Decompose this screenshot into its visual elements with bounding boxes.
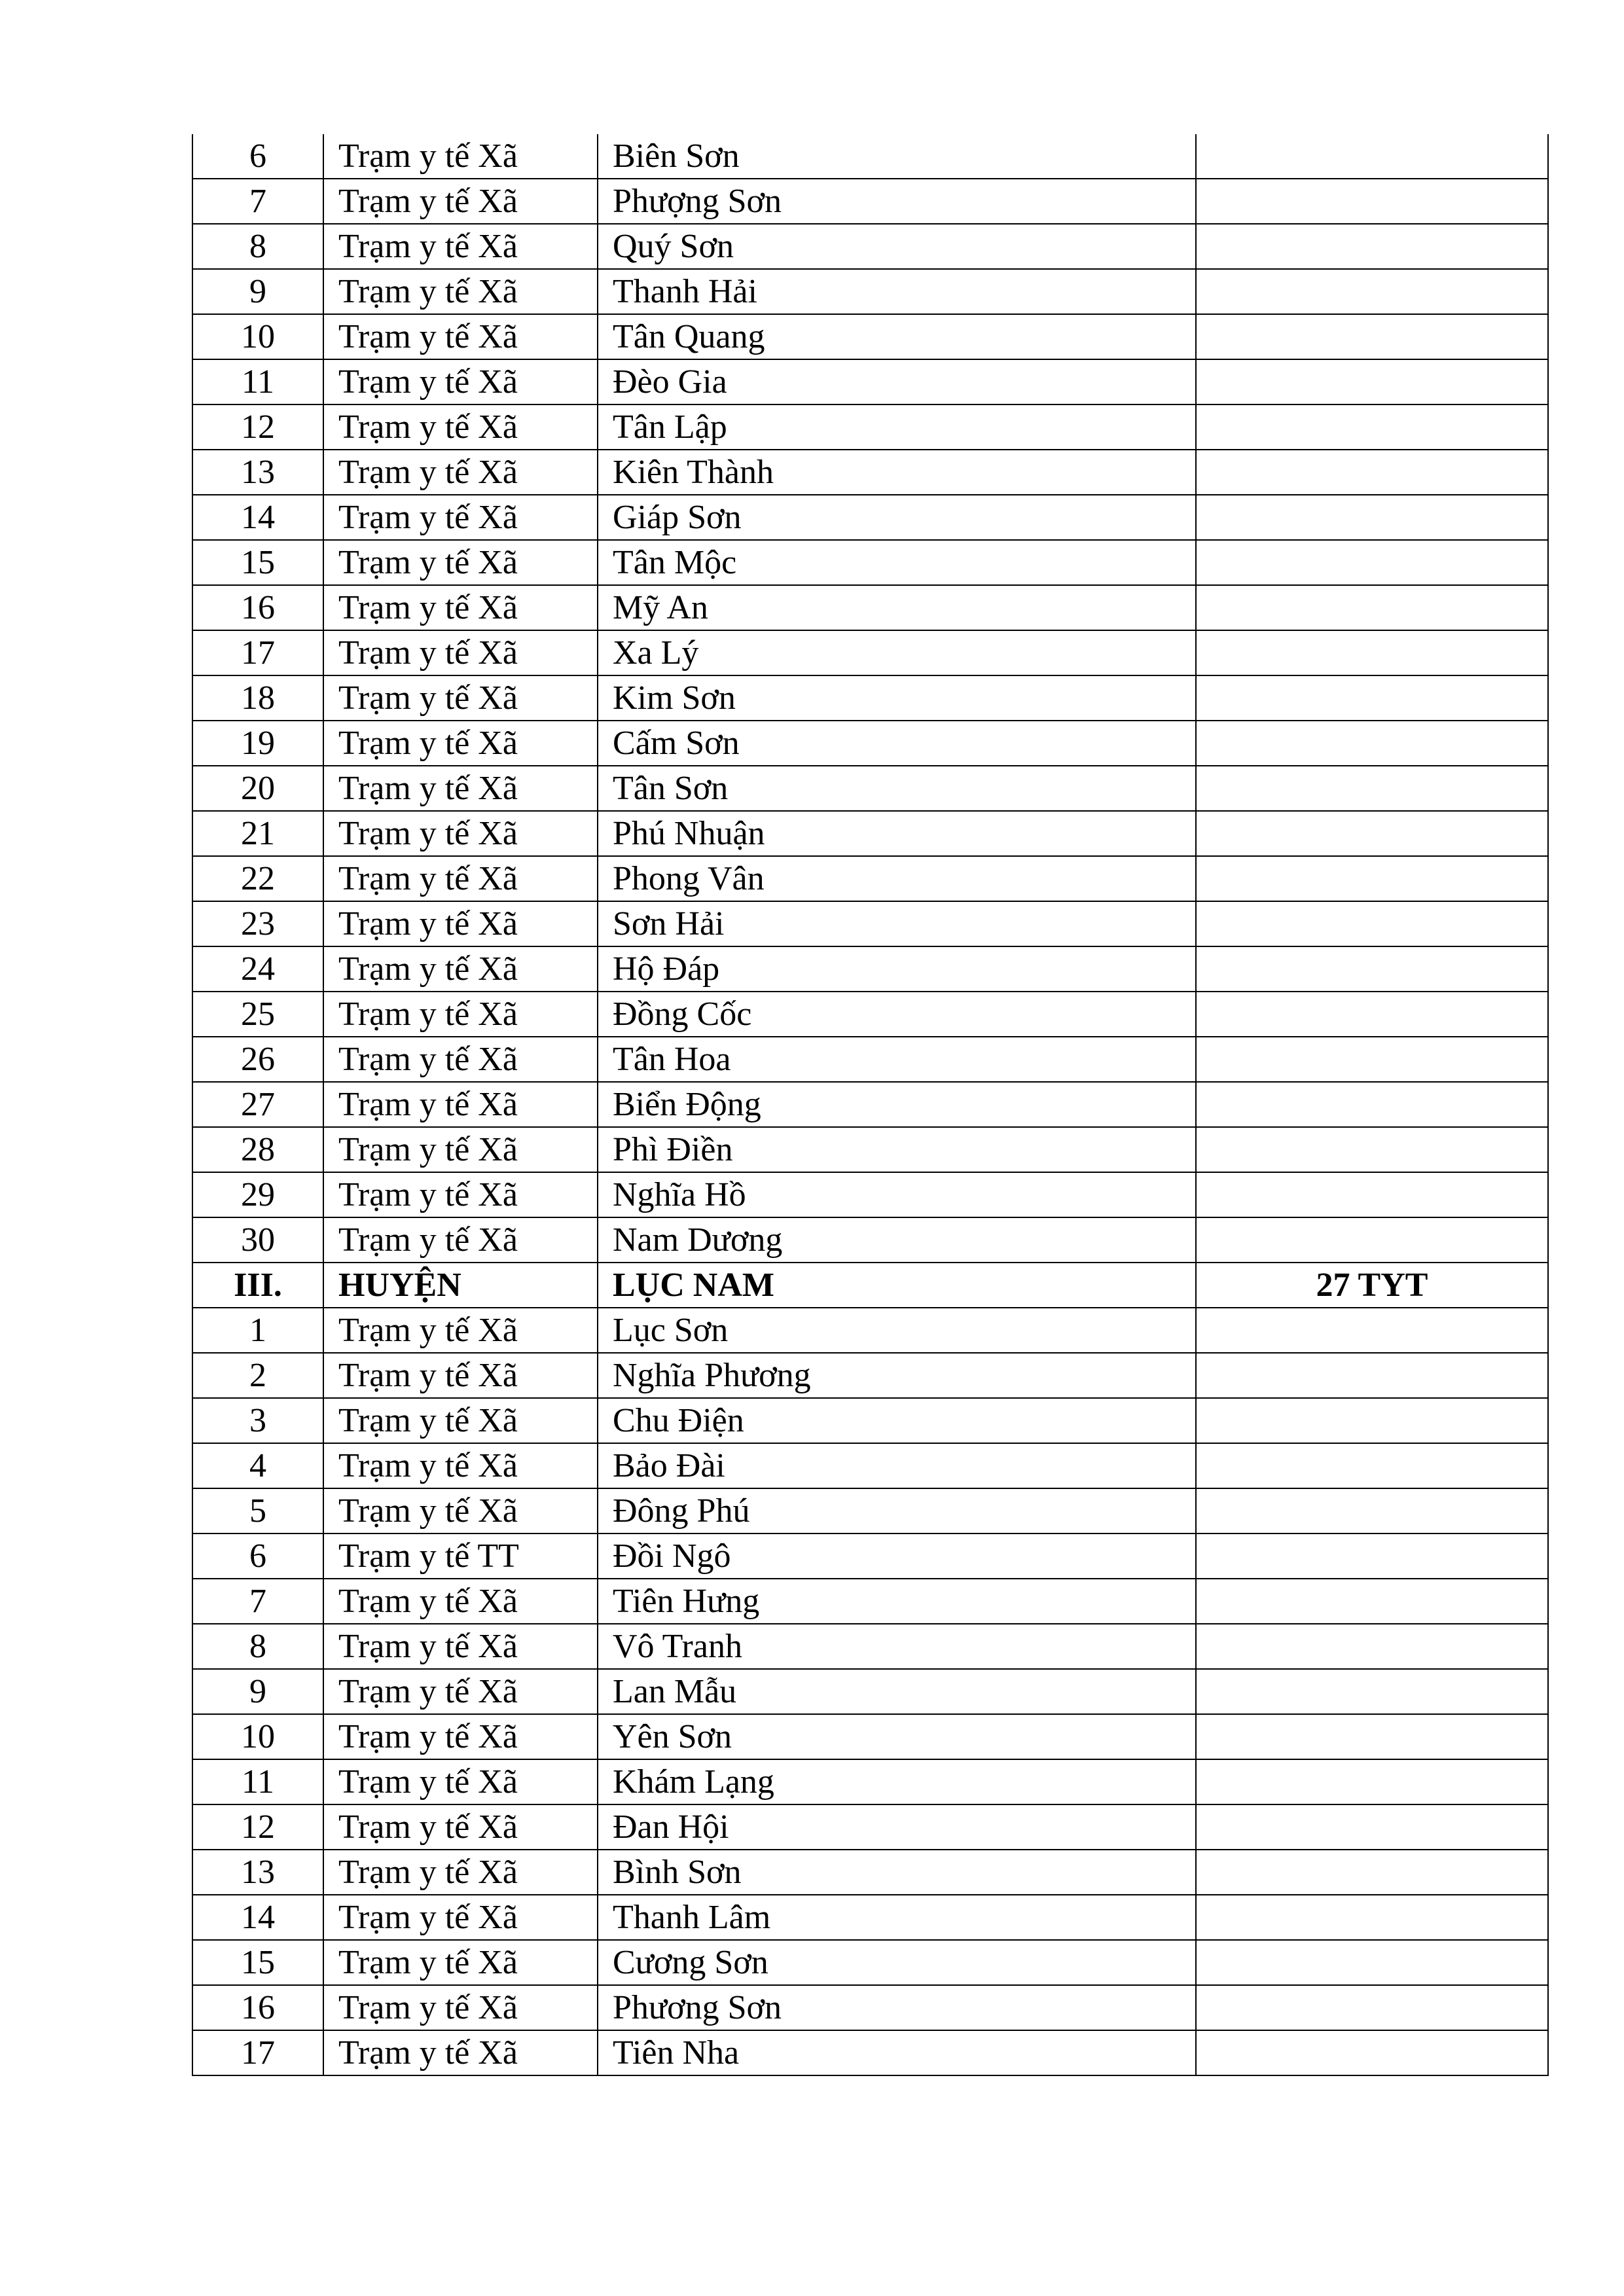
cell-note (1196, 2030, 1548, 2075)
cell-facility-type: Trạm y tế Xã (323, 1488, 598, 1534)
table-row (192, 1804, 1548, 1850)
cell-facility-type: Trạm y tế Xã (323, 134, 598, 179)
cell-facility-name: Bình Sơn (598, 1850, 1196, 1895)
cell-stt: 30 (192, 1217, 323, 1263)
cell-facility-name: Thanh Lâm (598, 1895, 1196, 1940)
table-row (192, 359, 1548, 404)
cell-facility-type: Trạm y tế Xã (323, 1398, 598, 1443)
table-row (192, 224, 1548, 269)
table-row (192, 946, 1548, 992)
cell-facility-name: Đèo Gia (598, 359, 1196, 404)
table-row (192, 1308, 1548, 1353)
cell-facility-type: Trạm y tế Xã (323, 992, 598, 1037)
cell-note (1196, 1714, 1548, 1759)
cell-facility-type: Trạm y tế Xã (323, 495, 598, 540)
cell-note (1196, 585, 1548, 630)
cell-facility-name: Lục Sơn (598, 1308, 1196, 1353)
table-row (192, 404, 1548, 450)
cell-note (1196, 1534, 1548, 1579)
cell-facility-type: Trạm y tế Xã (323, 1895, 598, 1940)
table-row (192, 1037, 1548, 1082)
cell-note (1196, 1308, 1548, 1353)
table-row (192, 1579, 1548, 1624)
cell-note (1196, 359, 1548, 404)
cell-facility-type: HUYỆN (323, 1263, 598, 1308)
cell-facility-type: Trạm y tế Xã (323, 856, 598, 901)
cell-facility-type: Trạm y tế TT (323, 1534, 598, 1579)
table-row (192, 1850, 1548, 1895)
cell-facility-name: Cấm Sơn (598, 721, 1196, 766)
cell-note (1196, 1353, 1548, 1398)
cell-note (1196, 224, 1548, 269)
cell-facility-type: Trạm y tế Xã (323, 1759, 598, 1804)
table-row (192, 675, 1548, 721)
table-row (192, 2030, 1548, 2075)
cell-facility-type: Trạm y tế Xã (323, 1172, 598, 1217)
cell-facility-name: Phương Sơn (598, 1985, 1196, 2030)
cell-facility-name: Đồi Ngô (598, 1534, 1196, 1579)
table-row (192, 540, 1548, 585)
cell-stt: 13 (192, 1850, 323, 1895)
cell-facility-name: Vô Tranh (598, 1624, 1196, 1669)
table-row (192, 314, 1548, 359)
cell-stt: III. (192, 1263, 323, 1308)
cell-facility-name: Thanh Hải (598, 269, 1196, 314)
cell-facility-name: Quý Sơn (598, 224, 1196, 269)
cell-facility-name: Mỹ An (598, 585, 1196, 630)
cell-facility-name: Giáp Sơn (598, 495, 1196, 540)
table-row (192, 721, 1548, 766)
cell-note (1196, 1940, 1548, 1985)
cell-note (1196, 404, 1548, 450)
cell-stt: 14 (192, 495, 323, 540)
table-row (192, 1443, 1548, 1488)
cell-stt: 19 (192, 721, 323, 766)
cell-facility-name: Phì Điền (598, 1127, 1196, 1172)
cell-facility-type: Trạm y tế Xã (323, 1579, 598, 1624)
cell-facility-type: Trạm y tế Xã (323, 1353, 598, 1398)
cell-stt: 9 (192, 269, 323, 314)
cell-facility-name: Kiên Thành (598, 450, 1196, 495)
cell-facility-name: Lan Mẫu (598, 1669, 1196, 1714)
cell-stt: 8 (192, 224, 323, 269)
cell-facility-name: Bảo Đài (598, 1443, 1196, 1488)
cell-stt: 8 (192, 1624, 323, 1669)
cell-note (1196, 134, 1548, 179)
cell-stt: 23 (192, 901, 323, 946)
table-row (192, 179, 1548, 224)
cell-stt: 21 (192, 811, 323, 856)
cell-facility-type: Trạm y tế Xã (323, 811, 598, 856)
cell-facility-name: Yên Sơn (598, 1714, 1196, 1759)
cell-facility-type: Trạm y tế Xã (323, 404, 598, 450)
cell-facility-type: Trạm y tế Xã (323, 269, 598, 314)
health-station-table (192, 134, 1549, 2076)
cell-facility-type: Trạm y tế Xã (323, 721, 598, 766)
cell-facility-name: Đan Hội (598, 1804, 1196, 1850)
cell-facility-name: Tân Lập (598, 404, 1196, 450)
cell-facility-name: Hộ Đáp (598, 946, 1196, 992)
cell-facility-type: Trạm y tế Xã (323, 450, 598, 495)
table-row (192, 1082, 1548, 1127)
cell-facility-type: Trạm y tế Xã (323, 1940, 598, 1985)
cell-facility-name: Biển Động (598, 1082, 1196, 1127)
cell-note (1196, 269, 1548, 314)
cell-stt: 18 (192, 675, 323, 721)
cell-note (1196, 766, 1548, 811)
table-row (192, 585, 1548, 630)
table-row (192, 1624, 1548, 1669)
cell-note (1196, 495, 1548, 540)
cell-note (1196, 1985, 1548, 2030)
table-row (192, 134, 1548, 179)
table-row (192, 1534, 1548, 1579)
cell-note (1196, 992, 1548, 1037)
cell-note (1196, 1579, 1548, 1624)
cell-facility-name: Nghĩa Phương (598, 1353, 1196, 1398)
cell-stt: 16 (192, 585, 323, 630)
cell-stt: 9 (192, 1669, 323, 1714)
cell-facility-name: Phượng Sơn (598, 179, 1196, 224)
cell-facility-name: Nam Dương (598, 1217, 1196, 1263)
cell-note (1196, 630, 1548, 675)
table-row (192, 1127, 1548, 1172)
cell-note (1196, 1488, 1548, 1534)
cell-stt: 7 (192, 1579, 323, 1624)
cell-facility-name: Phú Nhuận (598, 811, 1196, 856)
table-row (192, 1398, 1548, 1443)
cell-facility-name: Cương Sơn (598, 1940, 1196, 1985)
table-row (192, 1759, 1548, 1804)
cell-stt: 14 (192, 1895, 323, 1940)
cell-facility-name: LỤC NAM (598, 1263, 1196, 1308)
cell-facility-type: Trạm y tế Xã (323, 1127, 598, 1172)
cell-note (1196, 540, 1548, 585)
cell-facility-type: Trạm y tế Xã (323, 675, 598, 721)
cell-note (1196, 946, 1548, 992)
cell-facility-type: Trạm y tế Xã (323, 1037, 598, 1082)
cell-stt: 3 (192, 1398, 323, 1443)
cell-stt: 22 (192, 856, 323, 901)
cell-note (1196, 1037, 1548, 1082)
cell-stt: 12 (192, 1804, 323, 1850)
cell-note (1196, 1850, 1548, 1895)
cell-note (1196, 179, 1548, 224)
cell-facility-name: Biên Sơn (598, 134, 1196, 179)
cell-stt: 17 (192, 630, 323, 675)
cell-facility-type: Trạm y tế Xã (323, 540, 598, 585)
table-row (192, 1985, 1548, 2030)
cell-stt: 11 (192, 359, 323, 404)
cell-note: 27 TYT (1196, 1263, 1548, 1308)
table-row (192, 1669, 1548, 1714)
cell-facility-type: Trạm y tế Xã (323, 585, 598, 630)
cell-note (1196, 901, 1548, 946)
cell-stt: 17 (192, 2030, 323, 2075)
cell-facility-type: Trạm y tế Xã (323, 314, 598, 359)
table-row (192, 1353, 1548, 1398)
cell-facility-name: Chu Điện (598, 1398, 1196, 1443)
table-row (192, 269, 1548, 314)
cell-note (1196, 314, 1548, 359)
table-row (192, 1895, 1548, 1940)
cell-stt: 15 (192, 540, 323, 585)
table-row (192, 811, 1548, 856)
cell-stt: 24 (192, 946, 323, 992)
cell-note (1196, 1398, 1548, 1443)
cell-facility-type: Trạm y tế Xã (323, 2030, 598, 2075)
cell-facility-type: Trạm y tế Xã (323, 224, 598, 269)
cell-facility-name: Tiên Hưng (598, 1579, 1196, 1624)
cell-facility-name: Xa Lý (598, 630, 1196, 675)
cell-stt: 7 (192, 179, 323, 224)
table-row (192, 1714, 1548, 1759)
cell-note (1196, 856, 1548, 901)
cell-facility-name: Tân Hoa (598, 1037, 1196, 1082)
cell-stt: 2 (192, 1353, 323, 1398)
table-body (192, 134, 1548, 2075)
cell-stt: 25 (192, 992, 323, 1037)
cell-note (1196, 1669, 1548, 1714)
cell-facility-type: Trạm y tế Xã (323, 766, 598, 811)
cell-stt: 5 (192, 1488, 323, 1534)
cell-stt: 10 (192, 1714, 323, 1759)
cell-facility-type: Trạm y tế Xã (323, 901, 598, 946)
cell-facility-name: Sơn Hải (598, 901, 1196, 946)
table-row (192, 901, 1548, 946)
cell-note (1196, 1804, 1548, 1850)
table-row (192, 992, 1548, 1037)
cell-facility-type: Trạm y tế Xã (323, 1217, 598, 1263)
cell-facility-type: Trạm y tế Xã (323, 1669, 598, 1714)
cell-note (1196, 1443, 1548, 1488)
cell-facility-type: Trạm y tế Xã (323, 1624, 598, 1669)
cell-stt: 29 (192, 1172, 323, 1217)
cell-facility-type: Trạm y tế Xã (323, 1082, 598, 1127)
cell-facility-name: Nghĩa Hồ (598, 1172, 1196, 1217)
cell-stt: 15 (192, 1940, 323, 1985)
cell-facility-type: Trạm y tế Xã (323, 1443, 598, 1488)
cell-facility-type: Trạm y tế Xã (323, 1714, 598, 1759)
cell-facility-name: Phong Vân (598, 856, 1196, 901)
cell-stt: 28 (192, 1127, 323, 1172)
cell-note (1196, 721, 1548, 766)
cell-stt: 20 (192, 766, 323, 811)
cell-note (1196, 811, 1548, 856)
table-row (192, 1217, 1548, 1263)
cell-stt: 6 (192, 134, 323, 179)
table-row (192, 1172, 1548, 1217)
cell-stt: 16 (192, 1985, 323, 2030)
cell-note (1196, 1082, 1548, 1127)
cell-note (1196, 1624, 1548, 1669)
cell-stt: 1 (192, 1308, 323, 1353)
cell-stt: 13 (192, 450, 323, 495)
cell-facility-type: Trạm y tế Xã (323, 630, 598, 675)
cell-stt: 6 (192, 1534, 323, 1579)
table-row (192, 450, 1548, 495)
cell-facility-type: Trạm y tế Xã (323, 946, 598, 992)
cell-facility-name: Kim Sơn (598, 675, 1196, 721)
cell-facility-name: Tân Mộc (598, 540, 1196, 585)
cell-note (1196, 1895, 1548, 1940)
cell-note (1196, 1217, 1548, 1263)
cell-facility-type: Trạm y tế Xã (323, 1804, 598, 1850)
section-header-row (192, 1263, 1548, 1308)
cell-note (1196, 450, 1548, 495)
cell-facility-name: Khám Lạng (598, 1759, 1196, 1804)
cell-facility-type: Trạm y tế Xã (323, 1308, 598, 1353)
cell-facility-type: Trạm y tế Xã (323, 1850, 598, 1895)
cell-facility-name: Tân Sơn (598, 766, 1196, 811)
cell-stt: 11 (192, 1759, 323, 1804)
table-row (192, 495, 1548, 540)
cell-facility-type: Trạm y tế Xã (323, 359, 598, 404)
table-row (192, 1940, 1548, 1985)
cell-stt: 10 (192, 314, 323, 359)
cell-stt: 4 (192, 1443, 323, 1488)
cell-note (1196, 1127, 1548, 1172)
cell-note (1196, 1759, 1548, 1804)
cell-facility-name: Đồng Cốc (598, 992, 1196, 1037)
cell-facility-name: Tiên Nha (598, 2030, 1196, 2075)
cell-facility-name: Tân Quang (598, 314, 1196, 359)
cell-note (1196, 1172, 1548, 1217)
cell-stt: 12 (192, 404, 323, 450)
cell-facility-name: Đông Phú (598, 1488, 1196, 1534)
cell-stt: 26 (192, 1037, 323, 1082)
cell-facility-type: Trạm y tế Xã (323, 1985, 598, 2030)
table-row (192, 1488, 1548, 1534)
table-row (192, 630, 1548, 675)
cell-facility-type: Trạm y tế Xã (323, 179, 598, 224)
table-row (192, 766, 1548, 811)
cell-note (1196, 675, 1548, 721)
table-row (192, 856, 1548, 901)
cell-stt: 27 (192, 1082, 323, 1127)
